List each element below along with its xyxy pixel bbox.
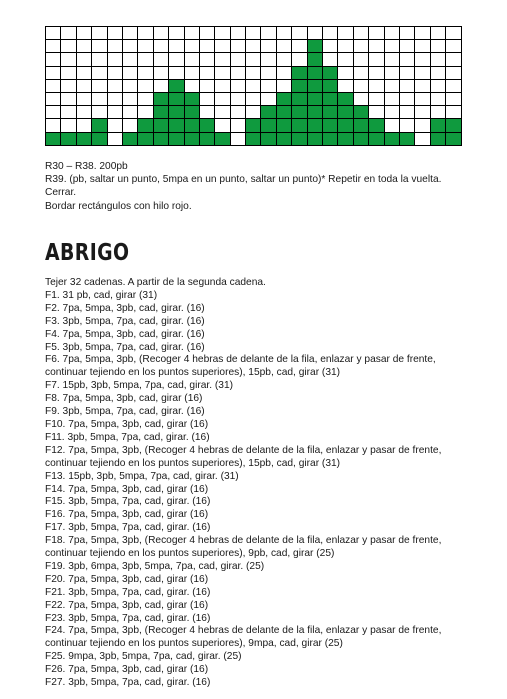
grid-cell-filled: [123, 133, 138, 146]
grid-cell-empty: [369, 93, 384, 106]
grid-cell-filled: [369, 133, 384, 146]
grid-cell-empty: [61, 67, 76, 80]
grid-cell-empty: [215, 119, 230, 132]
instruction-line: F9. 3pb, 5mpa, 7pa, cad, girar. (16): [45, 406, 205, 418]
grid-cell-empty: [323, 53, 338, 66]
grid-cell-filled: [154, 106, 169, 119]
grid-cell-empty: [446, 53, 461, 66]
grid-cell-filled: [323, 67, 338, 80]
grid-cell-empty: [46, 67, 61, 80]
grid-cell-empty: [369, 40, 384, 53]
grid-cell-empty: [354, 40, 369, 53]
grid-cell-empty: [431, 93, 446, 106]
grid-cell-filled: [46, 133, 61, 146]
grid-cell-filled: [446, 119, 461, 132]
grid-cell-filled: [154, 93, 169, 106]
grid-cell-empty: [431, 80, 446, 93]
grid-cell-empty: [123, 93, 138, 106]
grid-cell-empty: [338, 80, 353, 93]
grid-cell-empty: [138, 106, 153, 119]
instruction-line: F20. 7pa, 5mpa, 3pb, cad, girar (16): [45, 573, 209, 585]
instruction-line: F12. 7pa, 5mpa, 3pb, (Recoger 4 hebras de delante de la fila, enlazar y pasar de frente, continuar tejiendo en los puntos superiores), 15pb, cad, girar (31): [45, 444, 442, 469]
grid-cell-empty: [231, 40, 246, 53]
instruction-line: F1. 31 pb, cad, girar (31): [45, 289, 158, 301]
grid-cell-filled: [292, 93, 307, 106]
grid-cell-empty: [200, 93, 215, 106]
grid-cell-empty: [169, 27, 184, 40]
grid-cell-filled: [354, 119, 369, 132]
instruction-line: F19. 3pb, 6mpa, 3pb, 5mpa, 7pa, cad, girar. (25): [45, 560, 265, 572]
chart-grid: [45, 26, 462, 146]
grid-cell-empty: [108, 40, 123, 53]
grid-cell-empty: [138, 93, 153, 106]
grid-cell-empty: [169, 53, 184, 66]
grid-cell-empty: [138, 40, 153, 53]
grid-cell-empty: [277, 67, 292, 80]
grid-cell-empty: [46, 27, 61, 40]
grid-cell-empty: [138, 67, 153, 80]
grid-cell-filled: [246, 133, 261, 146]
grid-cell-empty: [369, 67, 384, 80]
grid-cell-empty: [415, 80, 430, 93]
grid-cell-filled: [261, 133, 276, 146]
grid-cell-empty: [138, 80, 153, 93]
grid-cell-filled: [200, 133, 215, 146]
grid-cell-empty: [231, 53, 246, 66]
grid-cell-empty: [92, 67, 107, 80]
grid-cell-empty: [338, 53, 353, 66]
grid-cell-empty: [292, 40, 307, 53]
grid-cell-empty: [108, 133, 123, 146]
instruction-line: F22. 7pa, 5mpa, 3pb, cad, girar (16): [45, 599, 209, 611]
grid-cell-empty: [123, 40, 138, 53]
grid-cell-filled: [308, 119, 323, 132]
grid-cell-filled: [308, 40, 323, 53]
grid-cell-empty: [431, 106, 446, 119]
instruction-line: F14. 7pa, 5mpa, 3pb, cad, girar (16): [45, 483, 209, 495]
grid-cell-empty: [231, 80, 246, 93]
grid-cell-empty: [77, 67, 92, 80]
grid-cell-empty: [92, 106, 107, 119]
grid-cell-empty: [400, 119, 415, 132]
grid-cell-filled: [77, 133, 92, 146]
grid-cell-filled: [154, 133, 169, 146]
grid-cell-empty: [431, 27, 446, 40]
grid-cell-empty: [108, 53, 123, 66]
grid-cell-empty: [246, 27, 261, 40]
grid-cell-filled: [61, 133, 76, 146]
grid-cell-empty: [415, 93, 430, 106]
grid-cell-empty: [61, 40, 76, 53]
grid-cell-filled: [323, 93, 338, 106]
grid-cell-filled: [385, 133, 400, 146]
grid-cell-filled: [261, 106, 276, 119]
grid-cell-empty: [231, 93, 246, 106]
grid-cell-empty: [215, 67, 230, 80]
grid-cell-filled: [185, 119, 200, 132]
grid-cell-filled: [277, 119, 292, 132]
grid-cell-empty: [77, 40, 92, 53]
grid-cell-filled: [431, 119, 446, 132]
grid-cell-empty: [400, 106, 415, 119]
grid-cell-empty: [354, 53, 369, 66]
grid-cell-empty: [77, 119, 92, 132]
grid-cell-filled: [308, 53, 323, 66]
grid-cell-empty: [369, 53, 384, 66]
grid-cell-filled: [138, 119, 153, 132]
grid-cell-empty: [261, 67, 276, 80]
grid-cell-empty: [123, 80, 138, 93]
instruction-line: F6. 7pa, 5mpa, 3pb, (Recoger 4 hebras de delante de la fila, enlazar y pasar de frente, continuar tejiendo en los puntos superiores), 15pb, cad, girar (31): [45, 354, 436, 379]
grid-cell-filled: [338, 93, 353, 106]
grid-cell-empty: [385, 53, 400, 66]
grid-cell-empty: [215, 80, 230, 93]
instruction-line: F10. 7pa, 5mpa, 3pb, cad, girar (16): [45, 418, 209, 430]
grid-cell-empty: [46, 80, 61, 93]
grid-cell-empty: [354, 27, 369, 40]
grid-cell-empty: [123, 67, 138, 80]
grid-cell-empty: [338, 67, 353, 80]
grid-cell-empty: [231, 27, 246, 40]
grid-cell-empty: [277, 27, 292, 40]
grid-cell-filled: [138, 133, 153, 146]
grid-cell-filled: [308, 93, 323, 106]
grid-cell-empty: [215, 40, 230, 53]
grid-cell-empty: [123, 53, 138, 66]
grid-cell-empty: [354, 67, 369, 80]
grid-cell-empty: [369, 80, 384, 93]
grid-cell-empty: [369, 27, 384, 40]
instruction-line: F8. 7pa, 5mpa, 3pb, cad, girar (16): [45, 393, 203, 405]
grid-cell-empty: [46, 119, 61, 132]
grid-cell-empty: [308, 27, 323, 40]
instruction-line: F17. 3pb, 5mpa, 7pa, cad, girar. (16): [45, 522, 211, 534]
grid-cell-empty: [108, 119, 123, 132]
grid-cell-filled: [200, 119, 215, 132]
grid-cell-empty: [446, 80, 461, 93]
grid-cell-empty: [354, 80, 369, 93]
instruction-line: F11. 3pb, 5mpa, 7pa, cad, girar. (16): [45, 431, 210, 443]
instruction-line: F2. 7pa, 5mpa, 3pb, cad, girar. (16): [45, 302, 205, 314]
grid-cell-empty: [154, 80, 169, 93]
grid-cell-empty: [385, 27, 400, 40]
grid-cell-empty: [385, 67, 400, 80]
grid-cell-filled: [308, 67, 323, 80]
grid-cell-empty: [200, 106, 215, 119]
grid-cell-empty: [415, 40, 430, 53]
instruction-line: Bordar rectángulos con hilo rojo.: [45, 200, 192, 212]
grid-cell-empty: [261, 80, 276, 93]
grid-cell-filled: [308, 80, 323, 93]
grid-cell-filled: [308, 106, 323, 119]
grid-cell-empty: [354, 93, 369, 106]
instruction-line: F13. 15pb, 3pb, 5mpa, 7pa, cad, girar. (31): [45, 470, 239, 482]
grid-cell-filled: [92, 119, 107, 132]
grid-cell-filled: [292, 67, 307, 80]
instruction-line: F16. 7pa, 5mpa, 3pb, cad, girar (16): [45, 509, 209, 521]
grid-cell-empty: [400, 93, 415, 106]
grid-cell-empty: [338, 27, 353, 40]
grid-cell-empty: [277, 80, 292, 93]
grid-cell-filled: [215, 133, 230, 146]
grid-cell-empty: [246, 40, 261, 53]
grid-cell-filled: [185, 133, 200, 146]
grid-cell-empty: [446, 106, 461, 119]
grid-cell-empty: [46, 93, 61, 106]
grid-cell-empty: [61, 27, 76, 40]
grid-cell-empty: [415, 67, 430, 80]
grid-cell-filled: [308, 133, 323, 146]
grid-cell-empty: [77, 93, 92, 106]
grid-cell-empty: [200, 53, 215, 66]
grid-cell-empty: [154, 53, 169, 66]
grid-cell-empty: [415, 119, 430, 132]
grid-cell-empty: [169, 67, 184, 80]
grid-cell-empty: [200, 40, 215, 53]
grid-cell-empty: [61, 80, 76, 93]
grid-cell-empty: [61, 106, 76, 119]
grid-cell-empty: [400, 40, 415, 53]
grid-cell-filled: [169, 80, 184, 93]
grid-cell-filled: [185, 106, 200, 119]
grid-cell-empty: [123, 27, 138, 40]
grid-cell-empty: [400, 27, 415, 40]
grid-cell-filled: [261, 119, 276, 132]
grid-cell-filled: [354, 106, 369, 119]
grid-cell-empty: [61, 53, 76, 66]
instruction-line: F15. 3pb, 5mpa, 7pa, cad, girar. (16): [45, 496, 211, 508]
grid-cell-empty: [185, 27, 200, 40]
grid-cell-filled: [169, 133, 184, 146]
grid-cell-empty: [231, 106, 246, 119]
grid-cell-filled: [292, 80, 307, 93]
instruction-line: Cerrar.: [45, 187, 77, 199]
grid-cell-empty: [292, 53, 307, 66]
grid-cell-empty: [46, 40, 61, 53]
grid-cell-empty: [385, 106, 400, 119]
grid-cell-empty: [138, 27, 153, 40]
grid-cell-empty: [92, 93, 107, 106]
grid-cell-filled: [323, 133, 338, 146]
grid-cell-filled: [154, 119, 169, 132]
instruction-line: F5. 3pb, 5mpa, 7pa, cad, girar. (16): [45, 341, 205, 353]
grid-cell-filled: [338, 106, 353, 119]
instruction-line: R30 – R38. 200pb: [45, 161, 128, 172]
grid-cell-filled: [354, 133, 369, 146]
grid-cell-empty: [415, 27, 430, 40]
instruction-line: F3. 3pb, 5mpa, 7pa, cad, girar. (16): [45, 315, 205, 327]
grid-cell-empty: [200, 27, 215, 40]
grid-cell-empty: [231, 133, 246, 146]
grid-cell-empty: [323, 27, 338, 40]
instruction-line: F23. 3pb, 5mpa, 7pa, cad, girar. (16): [45, 612, 211, 624]
grid-cell-empty: [185, 40, 200, 53]
grid-cell-empty: [92, 80, 107, 93]
instruction-line: F24. 7pa, 5mpa, 3pb, (Recoger 4 hebras de delante de la fila, enlazar y pasar de frente, continuar tejiendo en los puntos superiores), 9mpa, cad, girar (25): [45, 625, 442, 650]
grid-cell-empty: [431, 40, 446, 53]
grid-cell-empty: [446, 27, 461, 40]
grid-cell-empty: [246, 67, 261, 80]
grid-cell-empty: [185, 80, 200, 93]
grid-cell-empty: [246, 53, 261, 66]
grid-cell-empty: [215, 106, 230, 119]
grid-cell-empty: [277, 40, 292, 53]
grid-cell-filled: [277, 106, 292, 119]
grid-cell-empty: [92, 27, 107, 40]
grid-cell-empty: [92, 53, 107, 66]
grid-cell-empty: [261, 40, 276, 53]
grid-cell-filled: [92, 133, 107, 146]
grid-cell-filled: [292, 119, 307, 132]
grid-cell-empty: [369, 106, 384, 119]
grid-cell-filled: [277, 133, 292, 146]
instruction-line: Tejer 32 cadenas. A partir de la segunda cadena.: [45, 277, 266, 288]
grid-cell-filled: [338, 119, 353, 132]
grid-cell-empty: [431, 67, 446, 80]
grid-cell-empty: [215, 53, 230, 66]
grid-cell-empty: [154, 40, 169, 53]
grid-cell-empty: [61, 93, 76, 106]
grid-cell-empty: [400, 67, 415, 80]
instructions-body: [45, 277, 463, 690]
instruction-line: F7. 15pb, 3pb, 5mpa, 7pa, cad, girar. (31): [45, 380, 234, 392]
grid-cell-empty: [385, 93, 400, 106]
grid-cell-empty: [108, 93, 123, 106]
grid-cell-empty: [77, 80, 92, 93]
grid-cell-empty: [46, 53, 61, 66]
grid-cell-filled: [431, 133, 446, 146]
grid-cell-empty: [338, 40, 353, 53]
grid-cell-empty: [446, 93, 461, 106]
grid-cell-filled: [277, 93, 292, 106]
grid-cell-empty: [215, 93, 230, 106]
grid-cell-filled: [323, 80, 338, 93]
instruction-line: F18. 7pa, 5mpa, 3pb, (Recoger 4 hebras de delante de la fila, enlazar y pasar de frente, continuar tejiendo en los puntos superiores), 9pb, cad, girar (25): [45, 535, 442, 560]
instruction-line: F21. 3pb, 5mpa, 7pa, cad, girar. (16): [45, 586, 211, 598]
grid-cell-empty: [200, 80, 215, 93]
grid-cell-empty: [77, 27, 92, 40]
grid-cell-filled: [446, 133, 461, 146]
grid-cell-empty: [261, 53, 276, 66]
grid-cell-empty: [46, 106, 61, 119]
grid-cell-filled: [185, 93, 200, 106]
grid-cell-empty: [385, 40, 400, 53]
grid-cell-empty: [415, 53, 430, 66]
grid-cell-empty: [277, 53, 292, 66]
grid-cell-empty: [154, 67, 169, 80]
grid-cell-filled: [323, 119, 338, 132]
grid-cell-empty: [154, 27, 169, 40]
grid-cell-empty: [415, 106, 430, 119]
instruction-line: F4. 7pa, 5mpa, 3pb, cad, girar. (16): [45, 328, 205, 340]
grid-cell-filled: [169, 106, 184, 119]
grid-cell-empty: [446, 67, 461, 80]
grid-cell-filled: [323, 106, 338, 119]
grid-cell-filled: [292, 106, 307, 119]
grid-cell-empty: [138, 53, 153, 66]
grid-cell-filled: [338, 133, 353, 146]
grid-cell-empty: [246, 80, 261, 93]
grid-cell-empty: [77, 106, 92, 119]
grid-cell-filled: [169, 119, 184, 132]
grid-cell-empty: [108, 80, 123, 93]
grid-cell-filled: [246, 119, 261, 132]
grid-cell-empty: [323, 40, 338, 53]
grid-cell-empty: [400, 53, 415, 66]
grid-cell-empty: [385, 119, 400, 132]
grid-cell-empty: [215, 27, 230, 40]
grid-cell-empty: [92, 40, 107, 53]
grid-cell-empty: [246, 106, 261, 119]
grid-cell-filled: [369, 119, 384, 132]
grid-cell-filled: [169, 93, 184, 106]
grid-cell-empty: [415, 133, 430, 146]
section-title: ABRIGO: [45, 240, 130, 266]
grid-cell-empty: [123, 119, 138, 132]
grid-cell-empty: [185, 53, 200, 66]
instruction-line: F26. 7pa, 5mpa, 3pb, cad, girar (16): [45, 664, 209, 676]
grid-cell-empty: [200, 67, 215, 80]
grid-cell-empty: [385, 80, 400, 93]
instructions-top: [45, 160, 465, 213]
grid-cell-empty: [108, 67, 123, 80]
grid-cell-empty: [246, 93, 261, 106]
grid-cell-empty: [123, 106, 138, 119]
grid-cell-filled: [400, 133, 415, 146]
grid-cell-empty: [231, 119, 246, 132]
instruction-line: F25. 9mpa, 3pb, 5mpa, 7pa, cad, girar. (25): [45, 651, 242, 663]
instruction-line: R39. (pb, saltar un punto, 5mpa en un punto, saltar un punto)* Repetir en toda la vuelta.: [45, 174, 442, 186]
grid-cell-empty: [261, 93, 276, 106]
grid-cell-empty: [61, 119, 76, 132]
grid-cell-empty: [292, 27, 307, 40]
grid-cell-empty: [431, 53, 446, 66]
grid-cell-empty: [231, 67, 246, 80]
grid-cell-empty: [446, 40, 461, 53]
grid-cell-empty: [169, 40, 184, 53]
grid-cell-empty: [185, 67, 200, 80]
grid-cell-empty: [261, 27, 276, 40]
grid-cell-empty: [77, 53, 92, 66]
grid-cell-empty: [400, 80, 415, 93]
grid-cell-empty: [108, 27, 123, 40]
grid-cell-filled: [292, 133, 307, 146]
instruction-line: F27. 3pb, 5mpa, 7pa, cad, girar. (16): [45, 677, 211, 689]
grid-cell-empty: [108, 106, 123, 119]
